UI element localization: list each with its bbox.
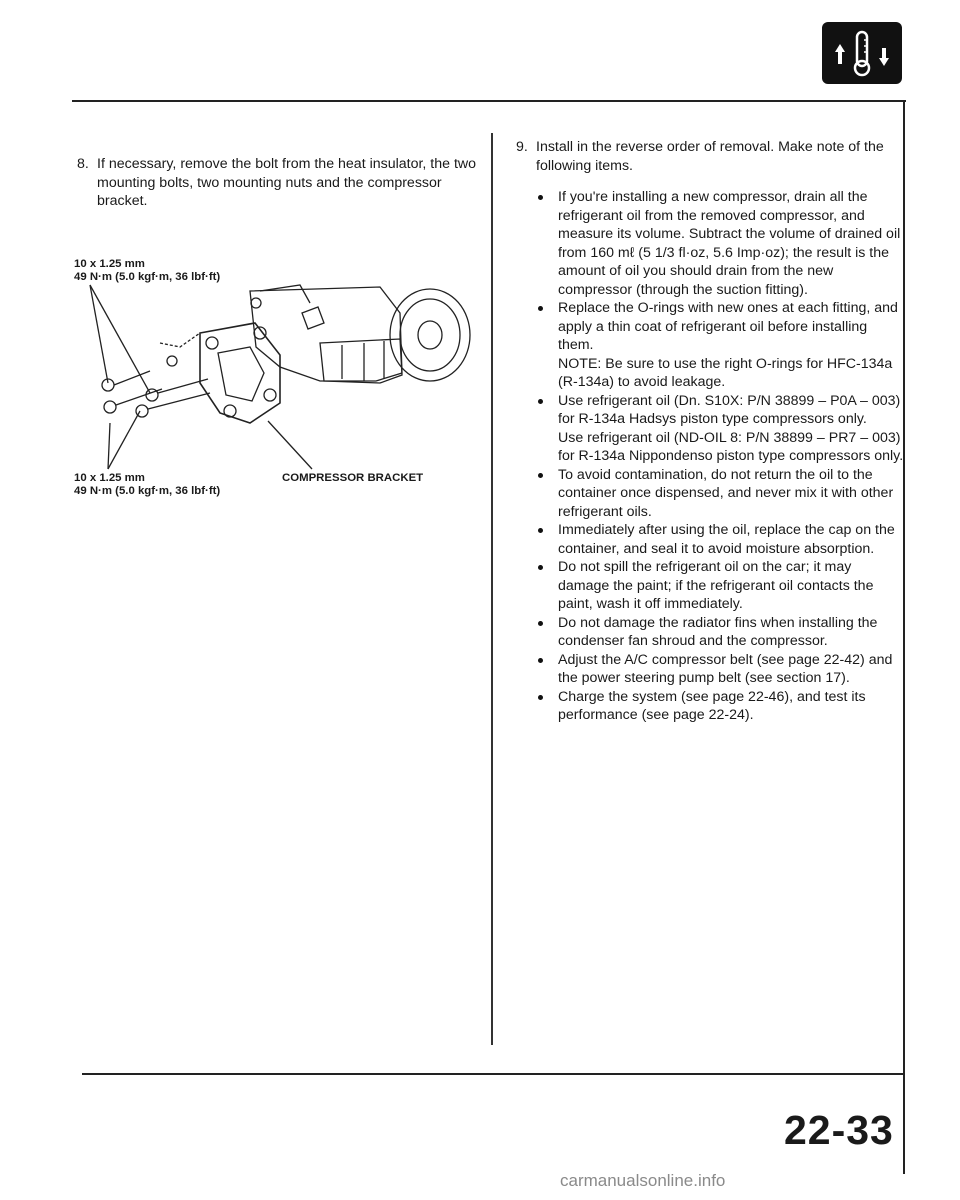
leader-line-bottom-2 xyxy=(108,411,140,469)
install-note-item xyxy=(536,392,905,466)
install-note-text: To avoid contamination, do not return the oil to the container once dispensed, and never mix it with other refrigerant oils. xyxy=(558,466,894,520)
compressor-bracket-diagram xyxy=(80,283,480,473)
nut-1 xyxy=(167,356,177,366)
install-note-item xyxy=(536,558,905,614)
install-note-subtext: NOTE: Be sure to use the right O-rings for HFC-134a (R-134a) to avoid leakage. xyxy=(558,355,893,390)
install-note-subtext: Use refrigerant oil (ND-OIL 8: P/N 38899 – PR7 – 003) for R-134a Nippondenso piston type compressors only. xyxy=(558,429,904,464)
torque-label-top: 49 N·m (5.0 kgf·m, 36 lbf·ft) xyxy=(74,271,221,283)
install-note-text: Immediately after using the oil, replace the cap on the container, and seal it to avoid moisture absorption. xyxy=(558,522,895,557)
install-note-item xyxy=(536,299,905,392)
step-8-number: 8. xyxy=(77,156,89,172)
install-note-text: Adjust the A/C compressor belt (see page 22-42) and the power steering pump belt (see section 17). xyxy=(558,651,893,686)
step-9-number: 9. xyxy=(516,139,528,155)
install-note-text: Use refrigerant oil (Dn. S10X: P/N 38899 – P0A – 003) for R-134a Hadsys piston type compressors only. xyxy=(558,392,901,427)
column-divider xyxy=(491,133,493,1045)
step-9-text: Install in the reverse order of removal. Make note of the following items. xyxy=(536,139,884,174)
bullet-dot xyxy=(538,306,543,311)
bullet-dot xyxy=(538,195,543,200)
leader-line-bracket xyxy=(268,421,312,469)
compressor-bracket-label: COMPRESSOR BRACKET xyxy=(282,472,424,484)
install-note-item xyxy=(536,651,905,688)
bolt-size-label-bottom: 10 x 1.25 mm xyxy=(74,472,145,484)
bullet-dot xyxy=(538,565,543,570)
nut-2 xyxy=(251,298,261,308)
install-note-item xyxy=(536,688,905,725)
install-note-text: Do not damage the radiator fins when installing the condenser fan shroud and the compressor. xyxy=(558,614,878,649)
step-8-text: If necessary, remove the bolt from the heat insulator, the two mounting bolts, two mounting nuts and the compressor bracket. xyxy=(97,156,477,209)
hvac-section-icon xyxy=(822,22,902,84)
leader-line-top-2 xyxy=(90,285,150,393)
bolt-size-label-top: 10 x 1.25 mm xyxy=(74,258,145,270)
bullet-dot xyxy=(538,658,543,663)
install-note-text: Charge the system (see page 22-46), and test its performance (see page 22-24). xyxy=(558,688,866,723)
bullet-dot xyxy=(538,621,543,626)
install-note-text: Replace the O-rings with new ones at each fitting, and apply a thin coat of refrigerant oil before installing them. xyxy=(558,300,898,353)
page-number: 22-33 xyxy=(784,1107,894,1153)
install-note-text: If you're installing a new compressor, drain all the refrigerant oil from the removed compressor, and measure its volume. Subtract the volume of drained oil from 160 mℓ (5 1/3 fl·oz, 5.6 Imp·oz); the result is the amount of oil you should drain from the new compressor (through the suction fitting). xyxy=(558,189,901,298)
install-note-text: Do not spill the refrigerant oil on the car; it may damage the paint; if the refrigerant oil contacts the paint, wash it off immediately. xyxy=(558,559,874,612)
bullet-dot xyxy=(538,695,543,700)
leader-line-top-1 xyxy=(90,285,108,383)
watermark-text: carmanualsonline.info xyxy=(560,1171,726,1190)
bullet-dot xyxy=(538,528,543,533)
install-note-item xyxy=(536,466,905,522)
engine-block xyxy=(250,287,402,381)
bolt-4 xyxy=(136,393,210,417)
compressor-bracket xyxy=(200,323,280,423)
install-notes-list xyxy=(536,188,905,725)
bullet-dot xyxy=(538,399,543,404)
bullet-dot xyxy=(538,473,543,478)
install-note-item xyxy=(536,614,905,651)
crank-pulley xyxy=(390,289,470,381)
top-rule xyxy=(72,100,906,102)
leader-line-bottom-1 xyxy=(108,423,110,469)
torque-label-bottom: 49 N·m (5.0 kgf·m, 36 lbf·ft) xyxy=(74,485,221,497)
install-note-item xyxy=(536,188,905,299)
bolt-2 xyxy=(146,379,208,401)
bottom-rule xyxy=(82,1073,904,1075)
install-note-item xyxy=(536,521,905,558)
